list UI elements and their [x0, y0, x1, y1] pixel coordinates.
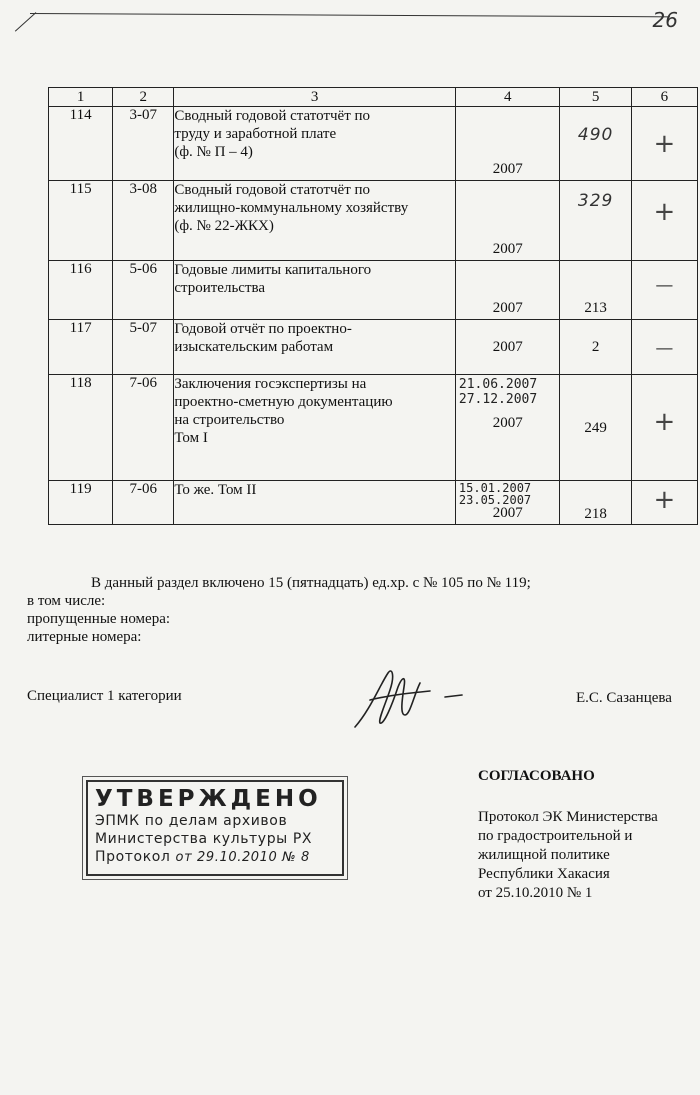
approved-line: Протокол ЭК Министерства — [478, 809, 658, 825]
row-title: Заключения госэкспертизы на проектно-сметную документацию на строительство Том I — [174, 375, 456, 481]
row-dates-cell — [455, 181, 560, 261]
approved-line: от 25.10.2010 № 1 — [478, 885, 593, 901]
approved-line: Республики Хакасия — [478, 866, 610, 882]
row-title: То же. Том II — [174, 481, 456, 525]
row-sheets-cell — [560, 481, 631, 525]
row-dates-cell — [455, 481, 560, 525]
row-number: 118 — [49, 375, 113, 481]
approved-block — [478, 808, 658, 903]
row-title: Годовые лимиты капитального строительства — [174, 261, 456, 320]
header-cell: 6 — [631, 88, 697, 107]
row-mark: + — [653, 129, 676, 159]
row-mark-cell — [631, 481, 697, 525]
specialist-name: Е.С. Сазанцева — [576, 690, 672, 706]
row-year: 2007 — [492, 505, 523, 521]
row-dates-cell — [455, 375, 560, 481]
table-row — [49, 107, 698, 181]
stamp-protocol-handwritten: от 29.10.2010 № 8 — [175, 850, 310, 865]
page-corner-edge — [15, 12, 36, 31]
header-cell: 2 — [113, 88, 174, 107]
header-cell: 4 — [455, 88, 560, 107]
row-mark-cell — [631, 261, 697, 320]
approved-line: жилищной политике — [478, 847, 610, 863]
row-number: 119 — [49, 481, 113, 525]
signature-icon — [350, 665, 470, 735]
row-mark: + — [653, 407, 676, 437]
row-mark-cell — [631, 375, 697, 481]
summary-line: в том числе: — [27, 593, 106, 609]
row-dates-handwritten: 15.01.2007 23.05.2007 — [458, 481, 532, 507]
stamp-line: Министерства культуры РХ — [95, 831, 313, 847]
page-number: 26 — [652, 8, 678, 32]
row-dates-cell — [455, 261, 560, 320]
specialist-label: Специалист 1 категории — [27, 688, 182, 704]
approved-line: по градостроительной и — [478, 828, 633, 844]
row-mark: — — [655, 338, 674, 359]
header-cell: 5 — [560, 88, 631, 107]
stamp-line: ЭПМК по делам архивов — [95, 813, 288, 829]
row-dates-cell — [455, 107, 560, 181]
table-row — [49, 261, 698, 320]
row-year: 2007 — [492, 338, 523, 355]
row-sheets-handwritten: 329 — [577, 191, 614, 211]
row-sheets: 2 — [591, 338, 600, 355]
row-mark: + — [653, 197, 676, 227]
register-table — [48, 87, 698, 525]
row-code: 7-06 — [113, 375, 174, 481]
row-sheets: 213 — [584, 300, 607, 316]
row-title: Сводный годовой статотчёт по труду и заработной плате (ф. № П – 4) — [174, 107, 456, 181]
row-year: 2007 — [492, 161, 523, 177]
row-code: 5-06 — [113, 261, 174, 320]
row-sheets-cell — [560, 261, 631, 320]
stamp-head: УТВЕРЖДЕНО — [95, 786, 322, 812]
row-code: 3-08 — [113, 181, 174, 261]
approval-stamp — [86, 780, 344, 876]
row-sheets-handwritten: 490 — [577, 125, 614, 145]
row-year: 2007 — [492, 241, 523, 257]
summary-line: пропущенные номера: — [27, 611, 171, 627]
summary-block — [27, 574, 531, 646]
table-row — [49, 181, 698, 261]
row-sheets: 218 — [584, 506, 607, 522]
row-mark: — — [655, 275, 674, 296]
row-code: 7-06 — [113, 481, 174, 525]
stamp-protocol-line — [95, 848, 338, 867]
row-mark: + — [653, 485, 676, 515]
row-mark-cell — [631, 107, 697, 181]
row-number: 114 — [49, 107, 113, 181]
summary-line: литерные номера: — [27, 629, 142, 645]
row-sheets: 249 — [584, 420, 607, 436]
table-row — [49, 375, 698, 481]
row-year: 2007 — [492, 300, 523, 316]
row-dates-handwritten: 21.06.2007 27.12.2007 — [458, 377, 538, 407]
page-top-edge — [30, 13, 670, 17]
row-mark-cell — [631, 181, 697, 261]
table-row — [49, 481, 698, 525]
row-title: Сводный годовой статотчёт по жилищно-коммунальному хозяйству (ф. № 22-ЖКХ) — [174, 181, 456, 261]
stamp-protocol-label: Протокол — [95, 849, 176, 865]
approved-title: СОГЛАСОВАНО — [478, 768, 595, 784]
row-year: 2007 — [492, 415, 523, 431]
table-row — [49, 320, 698, 375]
summary-line: В данный раздел включено 15 (пятнадцать) ед.хр. с № 105 по № 119; — [91, 575, 531, 591]
row-number: 117 — [49, 320, 113, 375]
row-sheets-cell — [560, 320, 631, 375]
row-number: 115 — [49, 181, 113, 261]
row-sheets-cell — [560, 375, 631, 481]
row-dates-cell — [455, 320, 560, 375]
table-header-row — [49, 88, 698, 107]
row-code: 3-07 — [113, 107, 174, 181]
row-title: Годовой отчёт по проектно- изыскательским работам — [174, 320, 456, 375]
header-cell: 1 — [49, 88, 113, 107]
row-sheets-cell — [560, 181, 631, 261]
row-code: 5-07 — [113, 320, 174, 375]
row-sheets-cell — [560, 107, 631, 181]
header-cell: 3 — [174, 88, 456, 107]
row-mark-cell — [631, 320, 697, 375]
row-number: 116 — [49, 261, 113, 320]
